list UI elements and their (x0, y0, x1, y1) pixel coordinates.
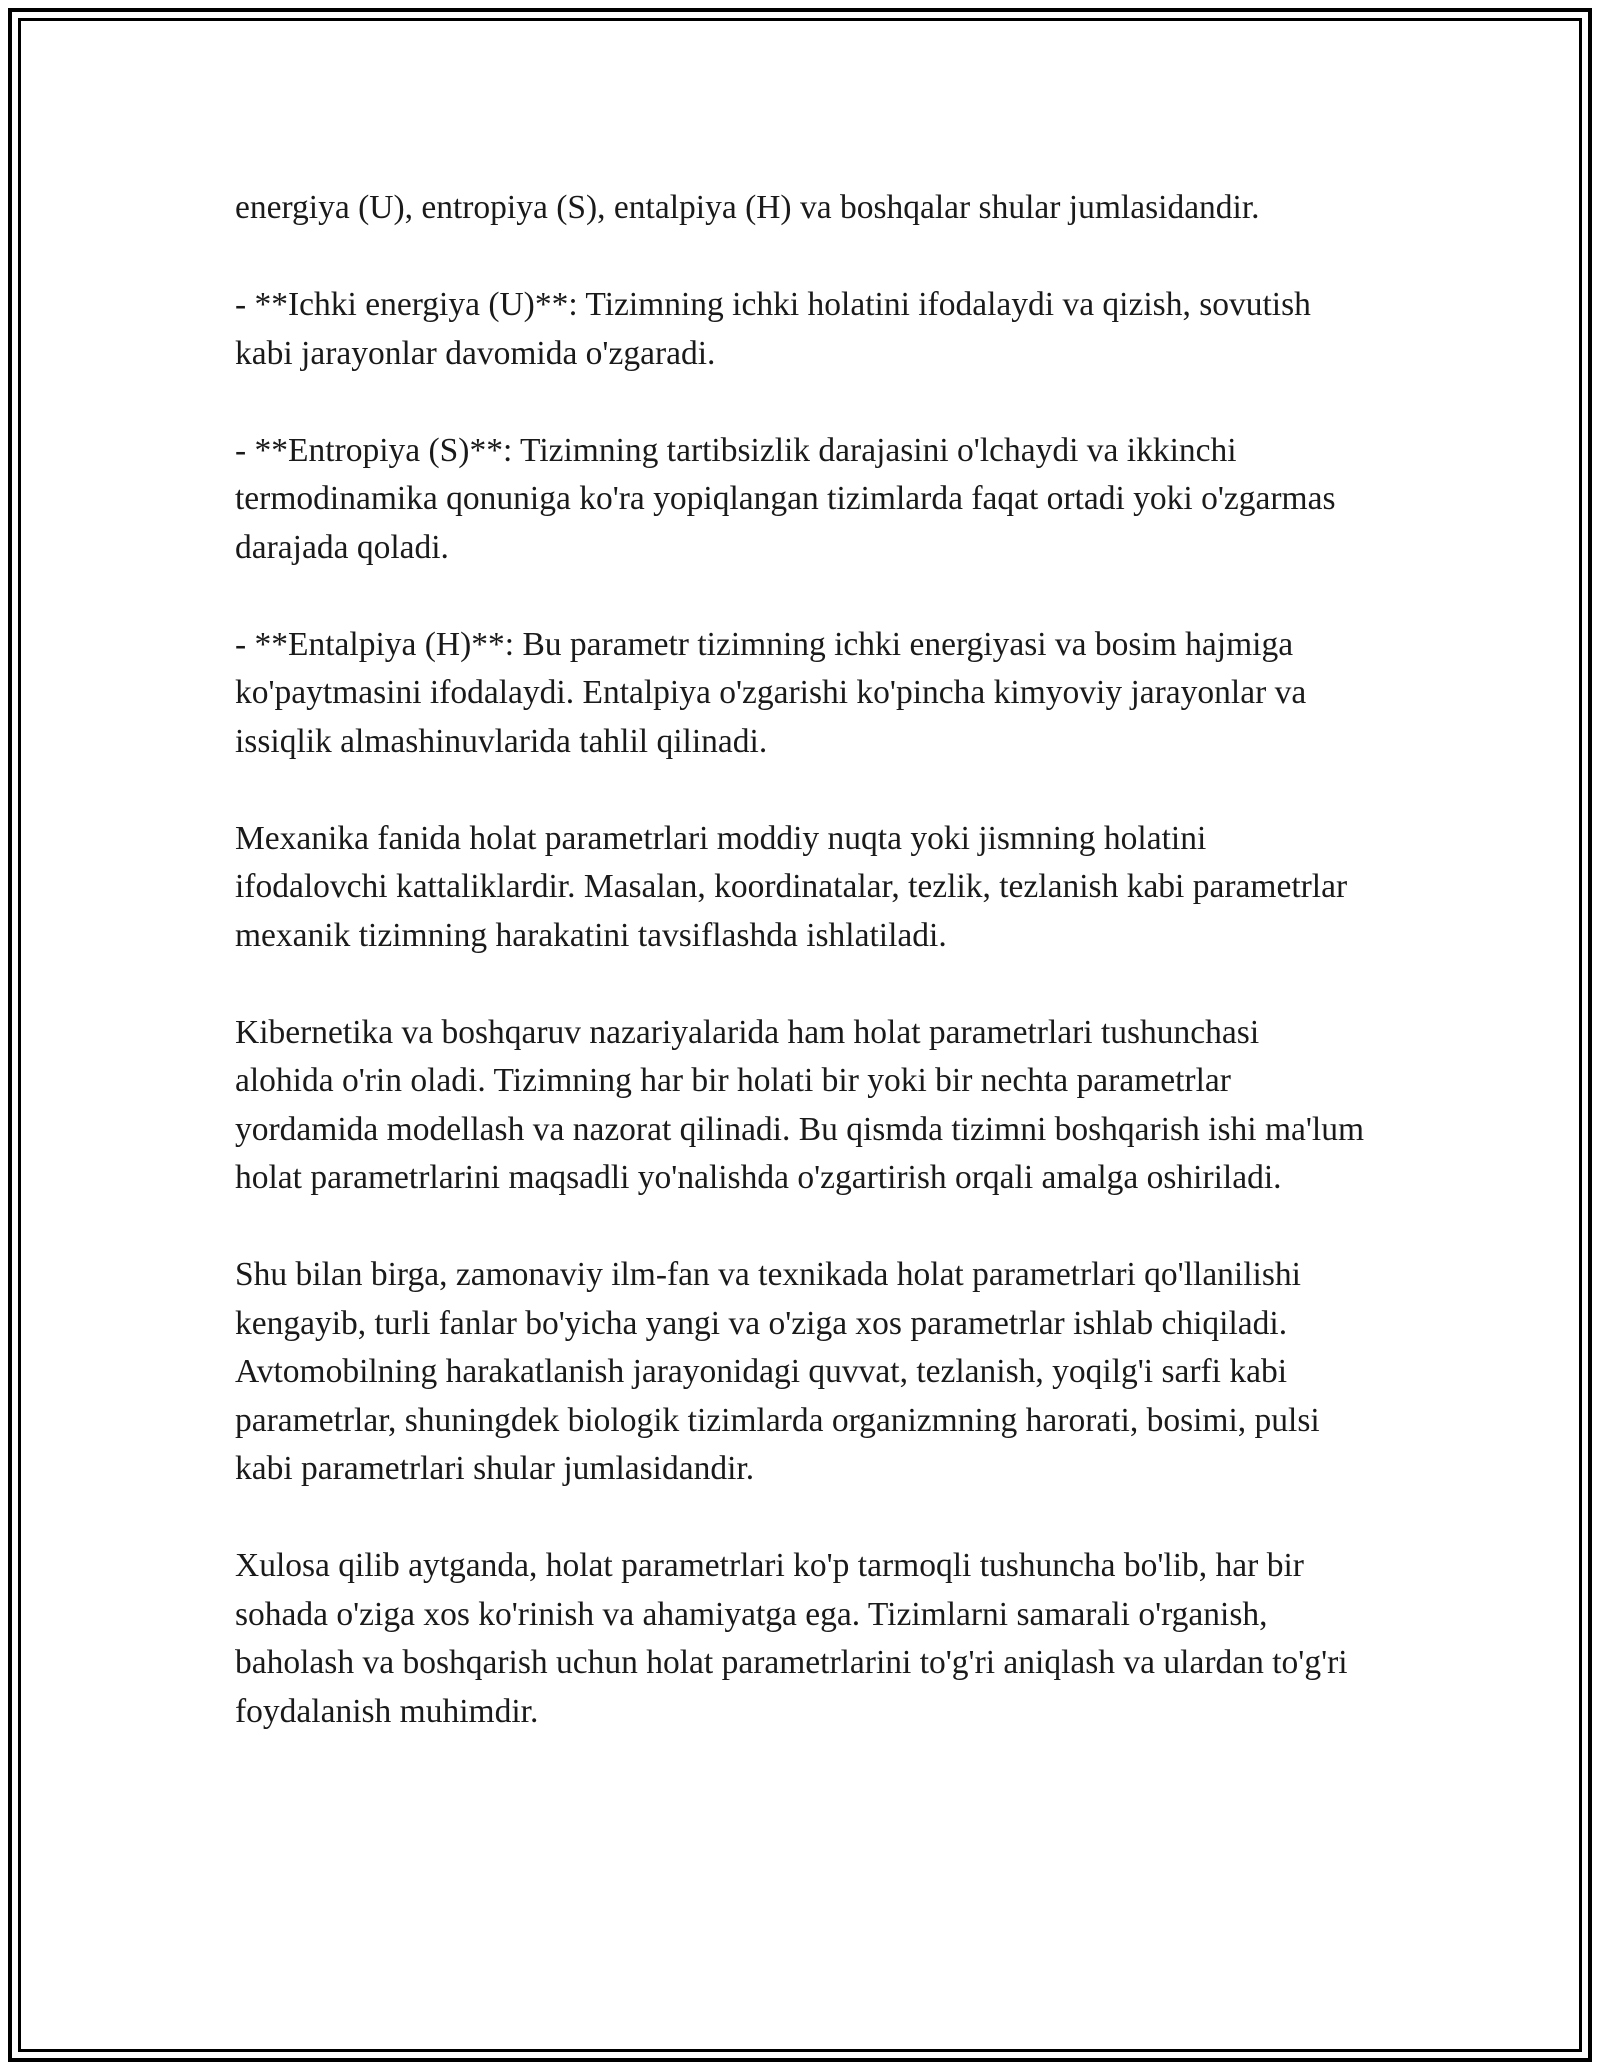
paragraph-conclusion: Xulosa qilib aytganda, holat parametrlari ko'p tarmoqli tushuncha bo'lib, har bir sohada o'ziga xos ko'rinish va ahamiyatga ega. Tizimlarni samarali o'rganish, baholash va boshqarish uchun holat parametrlarini to'g'ri aniqlash va ulardan to'g'ri foydalanish muhimdir. (235, 1547, 1348, 1730)
paragraph-state-functions-intro: energiya (U), entropiya (S), entalpiya (H) va boshqalar shular jumlasidandir. (235, 189, 1260, 226)
paragraph-enthalpy: - **Entalpiya (H)**: Bu parametr tizimning ichki energiyasi va bosim hajmiga ko'paytmasini ifodalaydi. Entalpiya o'zgarishi ko'pincha kimyoviy jarayonlar va issiqlik almashinuvlarida tahlil qilinadi. (235, 625, 1307, 760)
document-body (235, 184, 1365, 1736)
paragraph-cybernetics: Kibernetika va boshqaruv nazariyalarida ham holat parametrlari tushunchasi alohida o'rin oladi. Tizimning har bir holati bir yoki bir nechta parametrlar yordamida modellash va nazorat qilinadi. Bu qismda tizimni boshqarish ishi ma'lum holat parametrlarini maqsadli yo'nalishda o'zgartirish orqali amalga oshiriladi. (235, 1013, 1365, 1196)
paragraph-mechanics: Mexanika fanida holat parametrlari moddiy nuqta yoki jismning holatini ifodalovchi kattaliklardir. Masalan, koordinatalar, tezlik, tezlanish kabi parametrlar mexanik tizimning harakatini tavsiflashda ishlatiladi. (235, 819, 1348, 954)
paragraph-modern-science: Shu bilan birga, zamonaviy ilm-fan va texnikada holat parametrlari qo'llanilishi kengayib, turli fanlar bo'yicha yangi va o'ziga xos parametrlar ishlab chiqiladi. Avtomobilning harakatlanish jarayonidagi quvvat, tezlanish, yoqilg'i sarfi kabi parametrlar, shuningdek biologik tizimlarda organizmning harorati, bosimi, pulsi kabi parametrlari shular jumlasidandir. (235, 1256, 1320, 1487)
paragraph-internal-energy: - **Ichki energiya (U)**: Tizimning ichki holatini ifodalaydi va qizish, sovutish kabi jarayonlar davomida o'zgaradi. (235, 286, 1311, 372)
paragraph-entropy: - **Entropiya (S)**: Tizimning tartibsizlik darajasini o'lchaydi va ikkinchi termodinamika qonuniga ko'ra yopiqlangan tizimlarda faqat ortadi yoki o'zgarmas darajada qoladi. (235, 431, 1336, 566)
